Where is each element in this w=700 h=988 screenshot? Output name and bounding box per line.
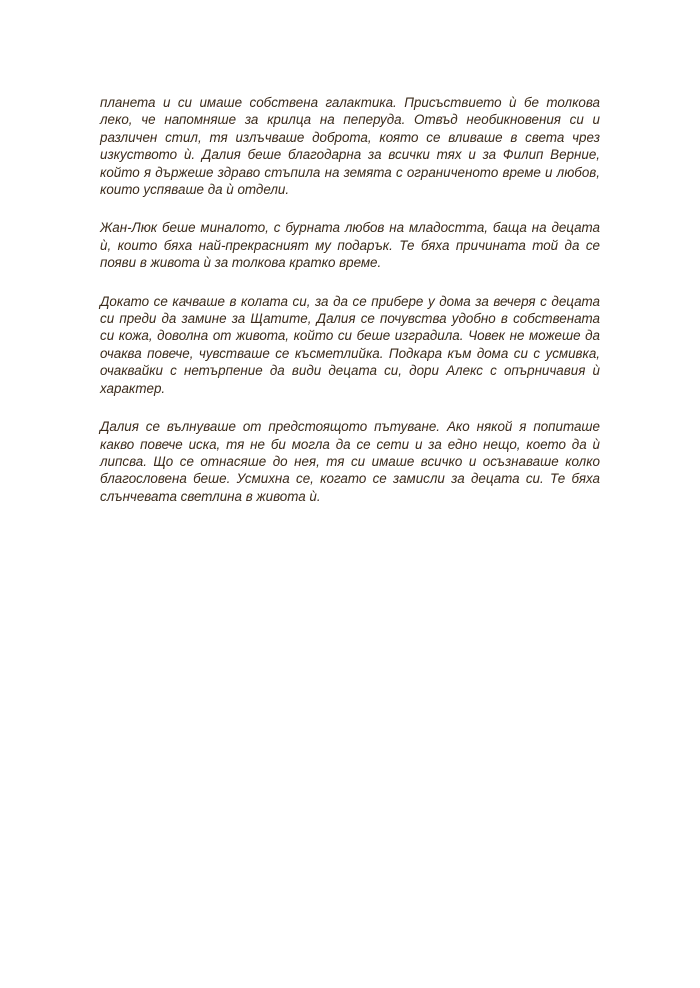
paragraph-3: Докато се качваше в колата си, за да се прибере у дома за вечеря с децата си преди да замине за Щатите, Далия се почувства удобно в собствената си кожа, доволна от живота, който си беше изградила. Човек не можеше да очаква повече, чувстваше се късметлийка. Подкара към дома си с усмивка, очаквайки с нетърпение да види децата си, дори Алекс с опърничавия ѝ характер.	[100, 293, 600, 396]
paragraph-4: Далия се вълнуваше от предстоящото пътуване. Ако някой я попиташе какво повече иска, тя не би могла да се сети и за едно нещо, което да ѝ липсва. Що се отнасяше до нея, тя си имаше всичко и осъзнаваше колко благословена беше. Усмихна се, когато се замисли за децата си. Те бяха слънчевата светлина в живота ѝ.	[100, 419, 600, 504]
body-text	[100, 94, 600, 526]
paragraph-2: Жан-Люк беше миналото, с бурната любов на младостта, баща на децата ѝ, които бяха най-прекрасният му подарък. Те бяха причината той да се появи в живота ѝ за толкова кратко време.	[100, 220, 600, 271]
paragraph-1: планета и си имаше собствена галактика. Присъствието ѝ бе толкова леко, че напомняше за крилца на пеперуда. Отвъд необикновения си и различен стил, тя излъчваше доброта, която се вливаше в света чрез изкуството ѝ. Далия беше благодарна за всички тях и за Филип Верние, който я държеше здраво стъпила на земята с ограниченото време и любов, които успяваше да ѝ отдели.	[100, 95, 600, 198]
